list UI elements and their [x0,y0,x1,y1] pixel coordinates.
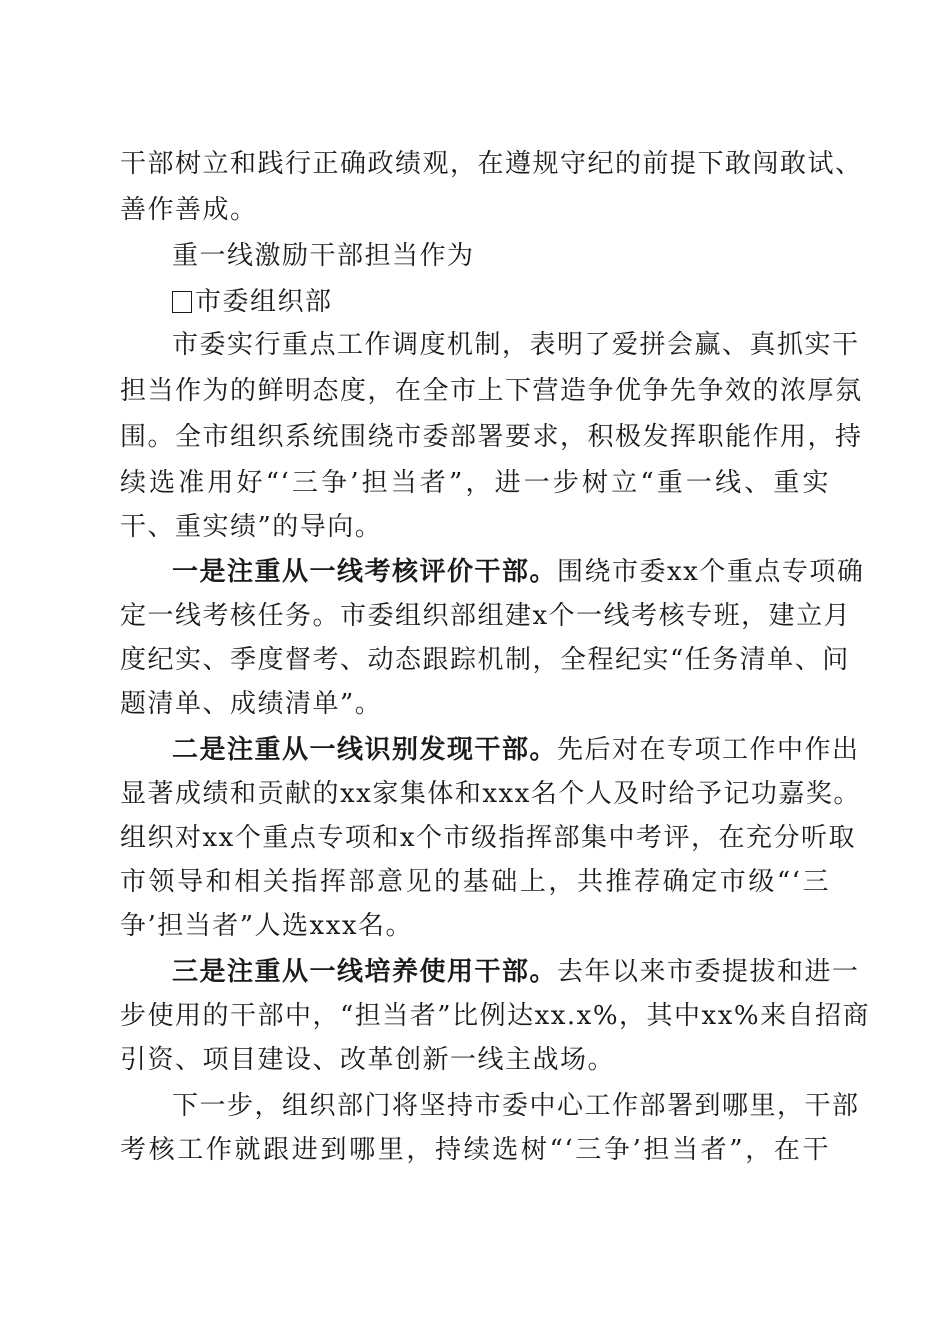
paragraph-line: 担当作为的鲜明态度，在全市上下营造争优争先争效的浓厚氛 [120,376,863,406]
paragraph-line: 干、重实绩”的导向。 [120,512,383,542]
paragraph-line: 市领导和相关指挥部意见的基础上，共推荐确定市级“‘三 [120,867,830,897]
paragraph-line [172,732,860,768]
paragraph-line: 步使用的干部中，“担当者”比例达xx.x%，其中xx%来自招商 [120,1001,871,1031]
paragraph-line: 市委实行重点工作调度机制，表明了爱拼会赢、真抓实干 [172,330,860,360]
paragraph-line: 争’担当者”人选xxx名。 [120,911,414,941]
point-text: 先后对在专项工作中作出 [557,735,860,765]
paragraph-line: 度纪实、季度督考、动态跟踪机制，全程纪实“任务清单、问 [120,645,850,675]
article-heading: 重一线激励干部担当作为 [172,241,475,271]
paragraph-line: 善作善成。 [120,195,258,225]
point-text: 围绕市委xx个重点专项确 [557,557,865,587]
point-text: 去年以来市委提拔和进一 [557,957,860,987]
paragraph-line: 定一线考核任务。市委组织部组建x个一线考核专班，建立月 [120,601,852,631]
paragraph-line: 干部树立和践行正确政绩观，在遵规守纪的前提下敢闯敢试、 [120,149,863,179]
paragraph-line: 题清单、成绩清单”。 [120,689,383,719]
point-heading: 一是注重从一线考核评价干部。 [172,557,558,587]
paragraph-line: 考核工作就跟进到哪里，持续选树“‘三争’担当者”，在干 [120,1135,830,1165]
paragraph-line [172,554,865,590]
paragraph-line: 下一步，组织部门将坚持市委中心工作部署到哪里，干部 [172,1091,860,1121]
point-heading: 三是注重从一线培养使用干部。 [172,957,558,987]
paragraph-line: 显著成绩和贡献的xx家集体和xxx名个人及时给予记功嘉奖。 [120,779,861,809]
article-source [172,284,333,320]
paragraph-line [172,954,860,990]
paragraph-line: 引资、项目建设、改革创新一线主战场。 [120,1045,616,1075]
paragraph-line: 围。全市组织系统围绕市委部署要求，积极发挥职能作用，持 [120,422,863,452]
source-label: 市委组织部 [195,287,333,317]
checkbox-square-icon [172,291,192,313]
paragraph-line: 续选准用好“‘三争’担当者”，进一步树立“重一线、重实 [120,468,830,498]
paragraph-line: 组织对xx个重点专项和x个市级指挥部集中考评，在充分听取 [120,823,856,853]
point-heading: 二是注重从一线识别发现干部。 [172,735,558,765]
